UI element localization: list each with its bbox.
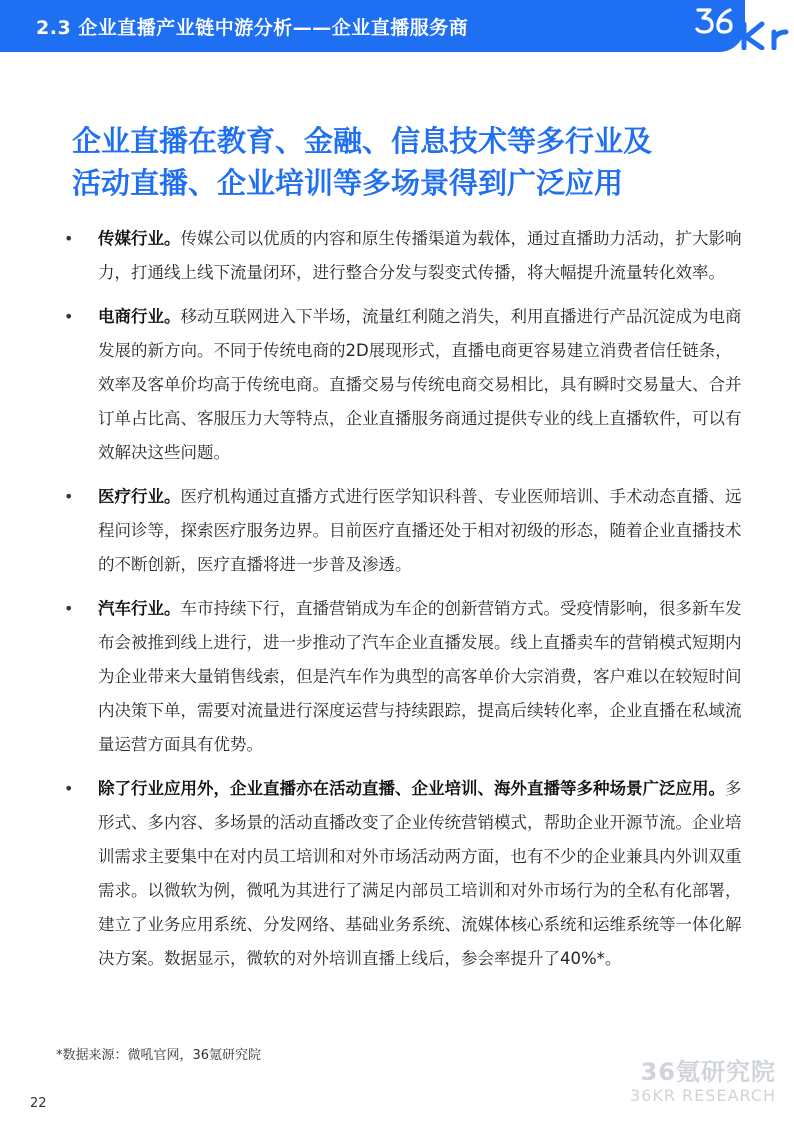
bullet-media: [62, 222, 742, 290]
bullet-list: [62, 222, 742, 986]
bullet-dot-icon: •: [64, 229, 74, 248]
bullet-automotive: [62, 592, 742, 762]
bullet-medical: [62, 480, 742, 582]
bullet-dot-icon: •: [64, 487, 74, 506]
bullet-text: 移动互联网进入下半场，流量红利随之消失，利用直播进行产品沉淀成为电商发展的新方向。不同于传统电商的2D展现形式，直播电商更容易建立消费者信任链条，效率及客单价均高于传统电商。直播交易与传统电商交易相比，具有瞬时交易量大、合并订单占比高、客服压力大等特点，企业直播服务商通过提供专业的线上直播软件，可以有效解决这些问题。: [98, 307, 742, 462]
data-source-note: *数据来源：微吼官网，36氪研究院: [56, 1048, 262, 1063]
bullet-dot-icon: •: [64, 599, 74, 618]
36kr-logo-icon: [690, 2, 794, 50]
header-bar: [0, 0, 745, 52]
bullet-dot-icon: •: [64, 307, 74, 326]
bullet-lead: 汽车行业。: [98, 599, 181, 618]
bullet-text: 车市持续下行，直播营销成为车企的创新营销方式。受疫情影响，很多新车发布会被推到线上进行，进一步推动了汽车企业直播发展。线上直播卖车的营销模式短期内为企业带来大量销售线索，但是汽车作为典型的高客单价大宗消费，客户难以在较短时间内决策下单，需要对流量进行深度运营与持续跟踪，提高后续转化率，企业直播在私域流量运营方面具有优势。: [98, 599, 742, 754]
watermark: [630, 1058, 776, 1106]
bullet-lead: 电商行业。: [98, 307, 181, 326]
bullet-scenarios: [62, 772, 742, 976]
bullet-text: 医疗机构通过直播方式进行医学知识科普、专业医师培训、手术动态直播、远程问诊等，探索医疗服务边界。目前医疗直播还处于相对初级的形态，随着企业直播技术的不断创新，医疗直播将进一步普及渗透。: [98, 487, 742, 574]
bullet-lead: 医疗行业。: [98, 487, 181, 506]
bullet-text: 传媒公司以优质的内容和原生传播渠道为载体，通过直播助力活动，扩大影响力，打通线上线下流量闭环，进行整合分发与裂变式传播，将大幅提升流量转化效率。: [98, 229, 742, 282]
page-number: 22: [30, 1096, 47, 1111]
bullet-lead: 除了行业应用外，企业直播亦在活动直播、企业培训、海外直播等多种场景广泛应用。: [98, 779, 725, 798]
watermark-en: 36KR RESEARCH: [629, 1086, 776, 1105]
bullet-lead: 传媒行业。: [98, 229, 181, 248]
36kr-logo: [690, 2, 794, 50]
headline-line-2: 活动直播、企业培训等多场景得到广泛应用: [72, 166, 624, 200]
watermark-cn: 36氪研究院: [640, 1058, 776, 1086]
headline-line-1: 企业直播在教育、金融、信息技术等多行业及: [72, 124, 653, 158]
headline: [72, 120, 752, 204]
section-title: 2.3 企业直播产业链中游分析——企业直播服务商: [36, 17, 469, 39]
bullet-ecommerce: [62, 300, 742, 470]
bullet-dot-icon: •: [64, 779, 74, 798]
bullet-text: 多形式、多内容、多场景的活动直播改变了企业传统营销模式，帮助企业开源节流。企业培训需求主要集中在对内员工培训和对外市场活动两方面，也有不少的企业兼具内外训双重需求。以微软为例，微吼为其进行了满足内部员工培训和对外市场行为的全私有化部署，建立了业务应用系统、分发网络、基础业务系统、流媒体核心系统和运维系统等一体化解决方案。数据显示，微软的对外培训直播上线后，参会率提升了40%*。: [98, 779, 742, 968]
